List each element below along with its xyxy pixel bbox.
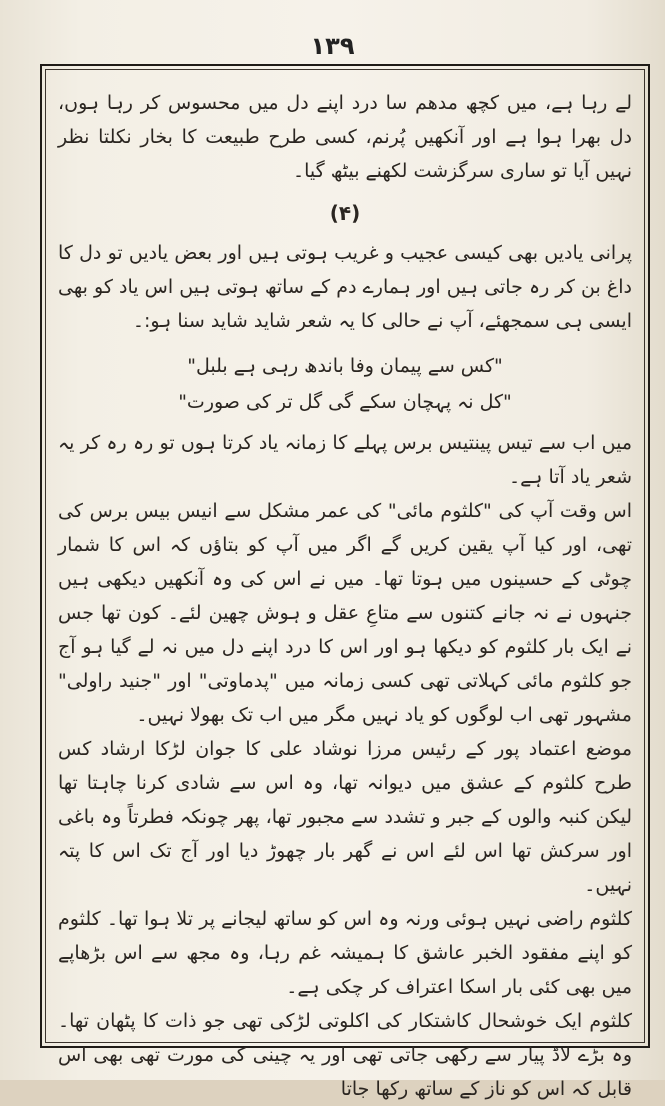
verse-couplet — [58, 348, 632, 420]
section-heading: (۴) — [329, 201, 361, 225]
paragraph: پرانی یادیں بھی کیسی عجیب و غریب ہوتی ہیں اور بعض یادیں تو دل کا داغ بن کر رہ جاتی ہیں اور ہمارے دم کے ساتھ ہوتی ہیں اس یاد کو بھی ایسی ہی سمجھئے، آپ نے حالی کا یہ شعر شاید شاید سنا ہو:۔ — [58, 242, 632, 332]
paragraph: میں اب سے تیس پینتیس برس پہلے کا زمانہ یاد کرتا ہوں تو رہ رہ کر یہ شعر یاد آتا ہے۔ — [58, 432, 632, 488]
verse-line: "کس سے پیمان وفا باندھ رہی ہے بلبل" — [187, 355, 503, 377]
page-number: ۱۳۹ — [310, 32, 355, 60]
paragraph: لے رہا ہے، میں کچھ مدھم سا درد اپنے دل میں محسوس کر رہا ہوں، دل بھرا ہوا ہے اور آنکھیں پُرنم، کسی طرح طبیعت کا بخار نکلتا نظر نہیں آیا تو ساری سرگزشت لکھنے بیٹھ گیا۔ — [58, 92, 632, 182]
paragraph: کلثوم راضی نہیں ہوئی ورنہ وہ اس کو ساتھ لیجانے پر تلا ہوا تھا۔ کلثوم کو اپنے مفقود الخبر عاشق کا ہمیشہ غم رہا، وہ مجھ سے اس بڑھاپے میں بھی کئی بار اسکا اعتراف کر چکی ہے۔ — [58, 908, 632, 998]
paragraph: اس وقت آپ کی "کلثوم مائی" کی عمر مشکل سے انیس بیس برس کی تھی، اور کیا آپ یقین کریں گے اگر میں آپ کو بتاؤں کہ اس کا شمار چوٹی کے حسینوں میں ہوتا تھا۔ میں نے اس کی وہ آنکھیں دیکھی ہیں جنہوں نے نہ جانے کتنوں سے متاعِ عقل و ہوش چھین لئے۔ کون تھا جس نے ایک بار کلثوم کو دیکھا ہو اور اس کا درد اپنے دل میں نہ لے گیا ہو آج جو کلثوم مائی کہلاتی تھی کسی زمانہ میں "پدماوتی" اور "جنید راولی" مشہور تھی اب لوگوں کو یاد نہیں مگر میں اب تک بھولا نہیں۔ — [58, 500, 632, 726]
paragraph: کلثوم ایک خوشحال کاشتکار کی اکلوتی لڑکی تھی جو ذات کا پٹھان تھا۔ وہ بڑے لاڈ پیار سے رکھی جاتی تھی اور یہ چینی کی مورت تھی بھی اس قابل کہ اس کو ناز کے ساتھ رکھا جاتا — [58, 1010, 632, 1100]
paragraph: موضع اعتماد پور کے رئیس مرزا نوشاد علی کا جوان لڑکا ارشاد کس طرح کلثوم کے عشق میں دیوانہ تھا، وہ اس سے شادی کرنا چاہتا تھا لیکن کنبہ والوں کے جبر و تشدد سے مجبور تھا، پھر چونکہ فطرتاً وہ باغی اور سرکش تھا اس لئے اس نے گھر بار چھوڑ دیا اور آج تک اس کا پتہ نہیں۔ — [58, 738, 632, 896]
verse-line: "کل نہ پہچان سکے گی گل تر کی صورت" — [178, 391, 512, 413]
page-text — [58, 86, 632, 1100]
